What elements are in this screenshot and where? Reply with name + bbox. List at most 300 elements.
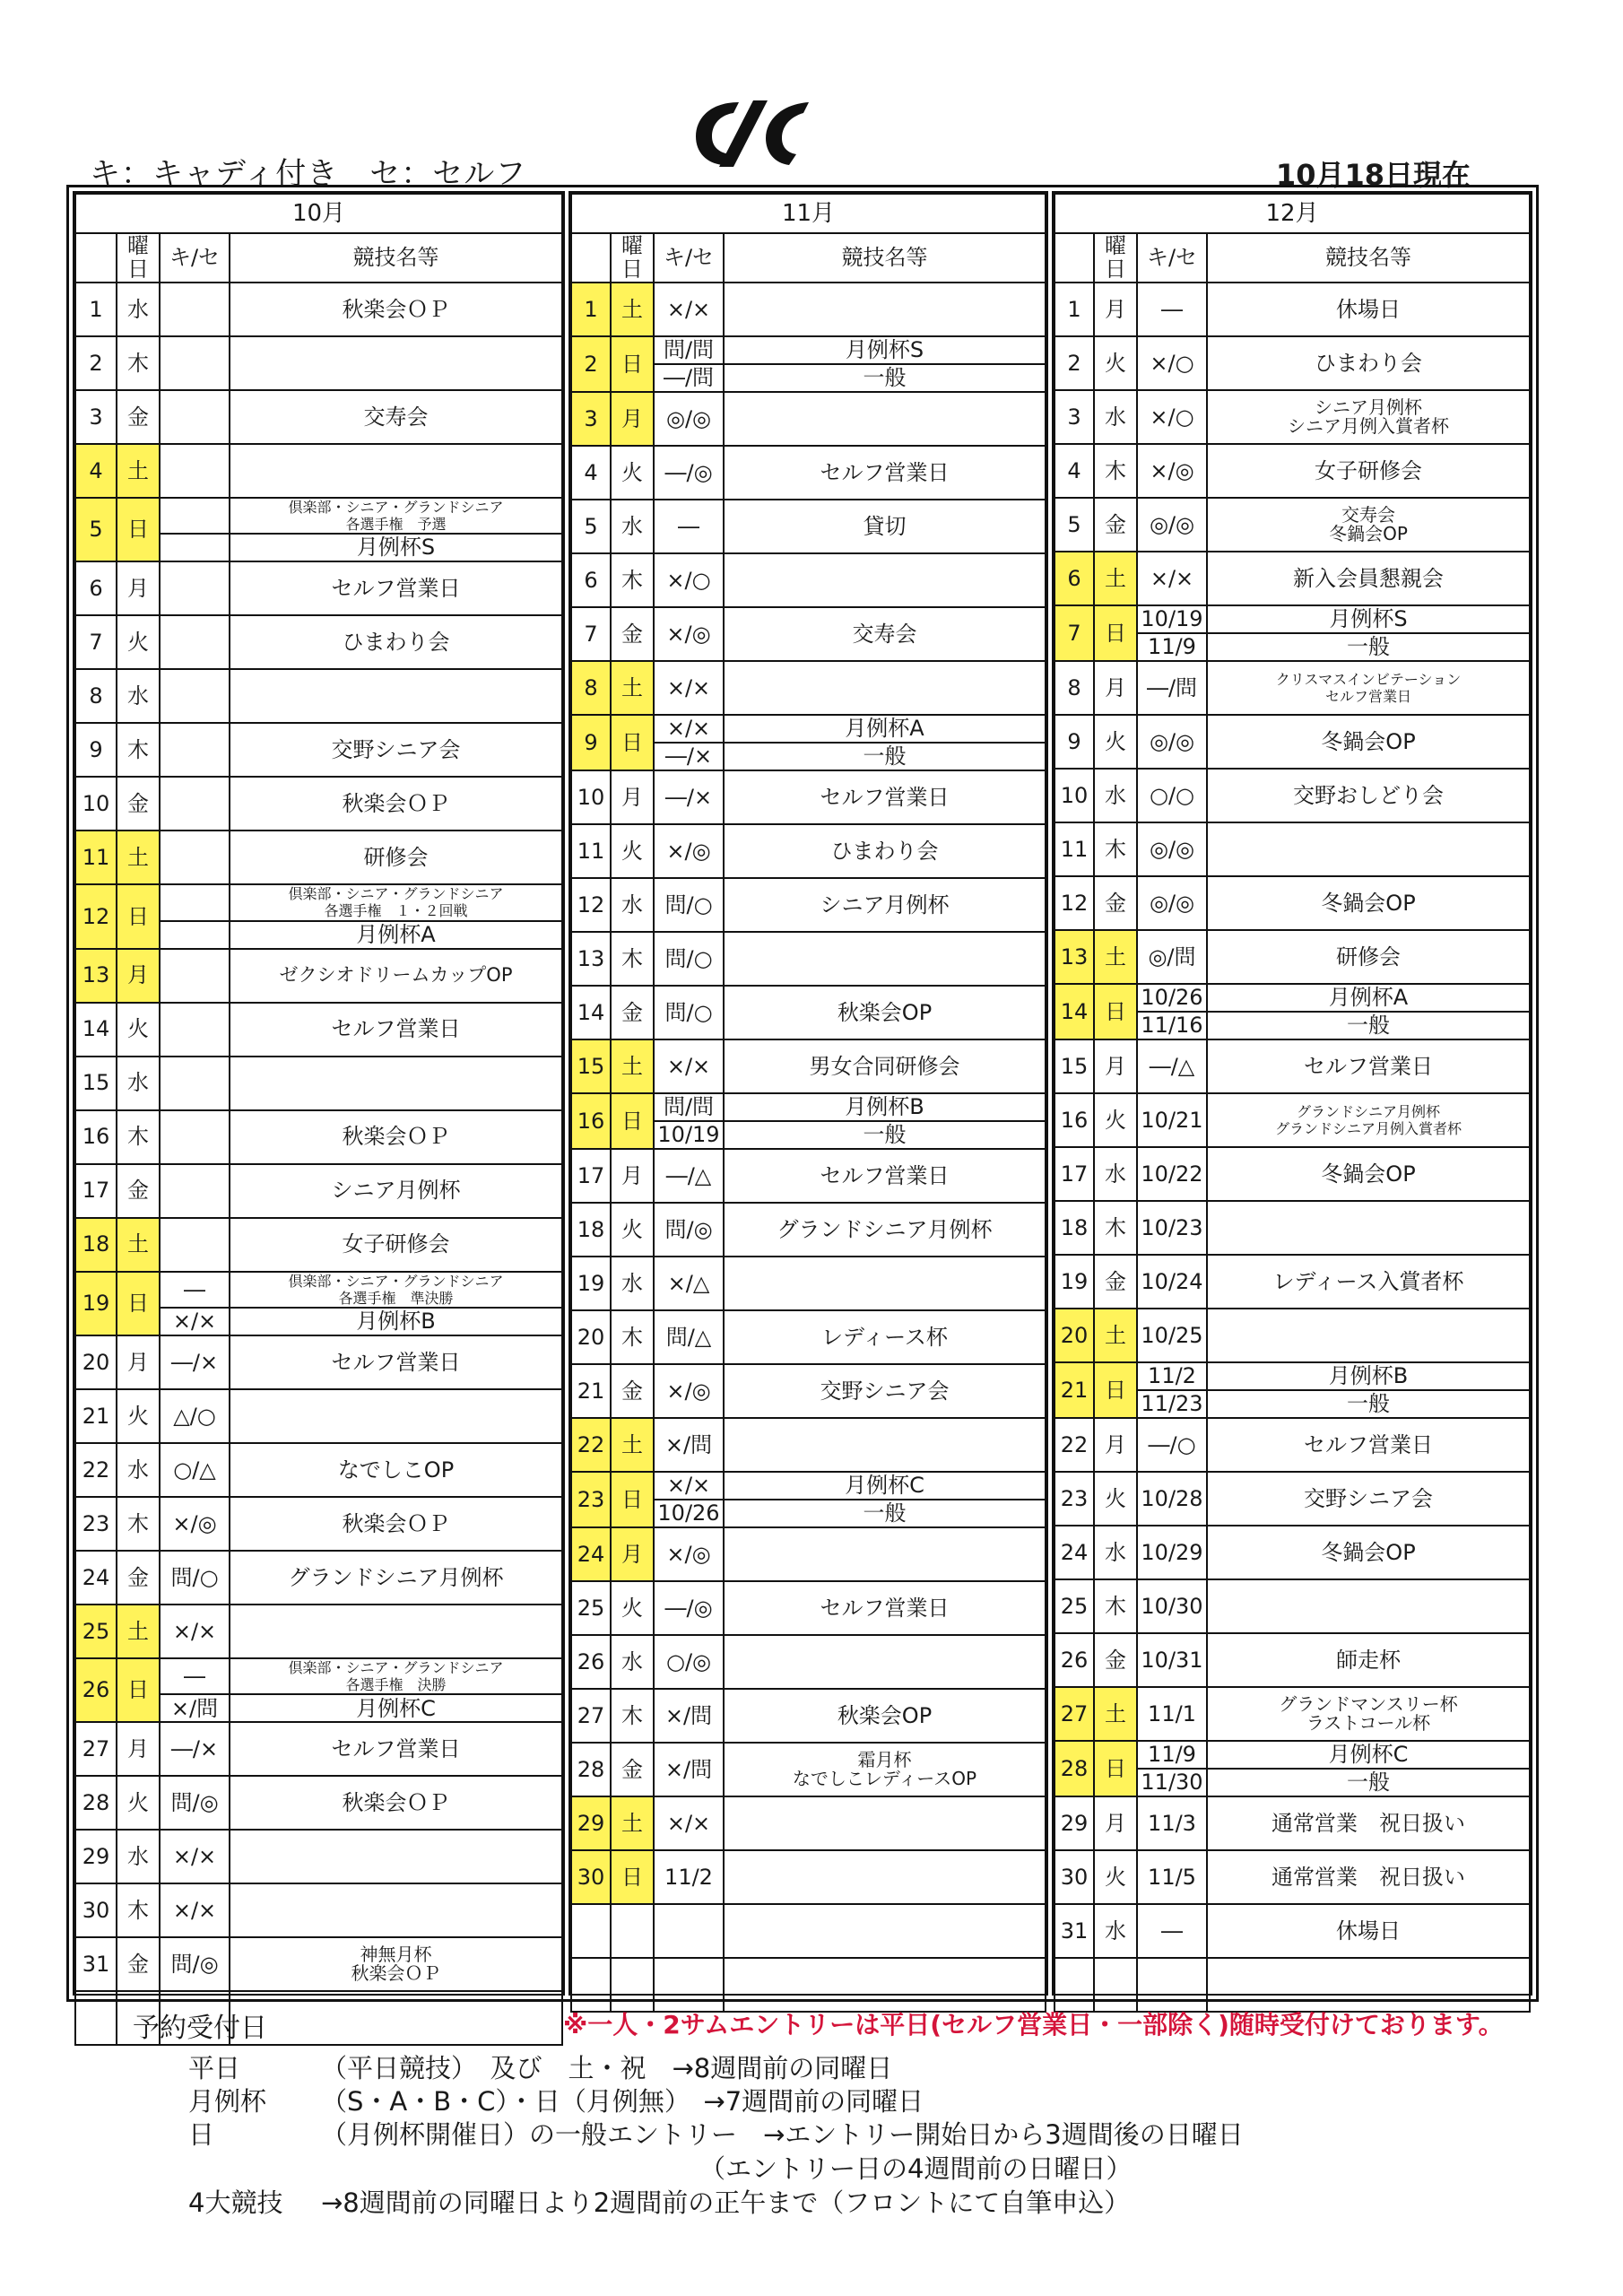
day-row bbox=[1055, 1093, 1530, 1147]
day-number: 6 bbox=[75, 561, 117, 615]
day-number: 19 bbox=[1055, 1255, 1094, 1309]
weekday: 水 bbox=[611, 878, 654, 932]
kise-status: ―/◎ bbox=[654, 1581, 724, 1635]
weekday: 土 bbox=[1094, 552, 1137, 605]
event-name: ひまわり会 bbox=[230, 615, 562, 669]
day-number: 9 bbox=[75, 723, 117, 777]
weekday: 日 bbox=[117, 1658, 160, 1722]
kise-status bbox=[160, 498, 230, 534]
day-row bbox=[571, 1418, 1046, 1472]
day-number: 5 bbox=[571, 500, 611, 553]
day-row bbox=[571, 770, 1046, 824]
weekday: 月 bbox=[611, 392, 654, 446]
event-name bbox=[724, 1904, 1046, 1958]
kise-status bbox=[160, 884, 230, 920]
rule-key: 4大競技 bbox=[188, 2187, 283, 2218]
day-number: 5 bbox=[75, 498, 117, 561]
event-name: 秋楽会ＯＰ bbox=[230, 283, 562, 336]
event-name: 冬鍋会OP bbox=[1207, 876, 1530, 930]
event-name bbox=[1207, 822, 1530, 876]
day-row bbox=[571, 607, 1046, 661]
event-name: 月例杯C bbox=[724, 1472, 1046, 1500]
entry-note: ※一人・2サムエントリーは平日(セルフ営業日・一部除く)随時受付けております。 bbox=[563, 2010, 1504, 2039]
day-row bbox=[75, 1443, 562, 1497]
day-row bbox=[75, 1389, 562, 1443]
event-name bbox=[230, 669, 562, 723]
kise-status: ○/○ bbox=[1137, 769, 1207, 822]
kise-status: 11/9 bbox=[1137, 1741, 1207, 1769]
day-row bbox=[1055, 984, 1530, 1012]
event-name: ひまわり会 bbox=[724, 824, 1046, 878]
day-row bbox=[571, 1472, 1046, 1500]
kise-status: 10/25 bbox=[1137, 1309, 1207, 1362]
weekday: 金 bbox=[117, 777, 160, 831]
event-name: レディース杯 bbox=[724, 1310, 1046, 1364]
day-number: 12 bbox=[571, 878, 611, 932]
day-number: 30 bbox=[75, 1883, 117, 1937]
kise-status: ―/× bbox=[160, 1722, 230, 1776]
day-row bbox=[75, 1830, 562, 1883]
kise-status bbox=[160, 1003, 230, 1057]
day-row bbox=[571, 932, 1046, 986]
day-row bbox=[75, 561, 562, 615]
day-row bbox=[75, 615, 562, 669]
event-name: 月例杯B bbox=[1207, 1362, 1530, 1390]
kise-status: 10/26 bbox=[654, 1500, 724, 1527]
event-name bbox=[724, 1527, 1046, 1581]
event-name: 研修会 bbox=[1207, 930, 1530, 984]
day-number: 29 bbox=[1055, 1796, 1094, 1850]
day-row bbox=[571, 1093, 1046, 1121]
day-number: 28 bbox=[1055, 1741, 1094, 1796]
day-number: 14 bbox=[1055, 984, 1094, 1039]
month-table bbox=[1054, 193, 1531, 2013]
rule-key: 日 bbox=[188, 2119, 215, 2150]
weekday: 月 bbox=[611, 1149, 654, 1203]
day-row bbox=[75, 1335, 562, 1389]
event-name: セルフ営業日 bbox=[1207, 1039, 1530, 1093]
event-name: 倶楽部・シニア・グランドシニア 各選手権 予選 bbox=[230, 498, 562, 534]
kise-status: ―/○ bbox=[1137, 1418, 1207, 1472]
weekday: 月 bbox=[117, 1722, 160, 1776]
kise-status: 10/28 bbox=[1137, 1472, 1207, 1526]
event-name bbox=[230, 1389, 562, 1443]
day-number: 22 bbox=[75, 1443, 117, 1497]
event-name: 新入会員懇親会 bbox=[1207, 552, 1530, 605]
day-row bbox=[1055, 1633, 1530, 1687]
day-number: 25 bbox=[75, 1605, 117, 1658]
weekday: 木 bbox=[117, 1497, 160, 1551]
col-event: 競技名等 bbox=[230, 233, 562, 283]
kise-status: 問/問 bbox=[654, 336, 724, 364]
day-row bbox=[571, 661, 1046, 715]
kise-status: ― bbox=[1137, 1904, 1207, 1958]
event-name: シニア月例杯 bbox=[724, 878, 1046, 932]
rule-line bbox=[188, 2115, 1244, 2152]
day-row bbox=[1055, 1687, 1530, 1741]
event-name: 交野シニア会 bbox=[230, 723, 562, 777]
day-number: 18 bbox=[571, 1203, 611, 1257]
event-name: 月例杯S bbox=[230, 534, 562, 561]
day-row bbox=[1055, 1472, 1530, 1526]
day-number: 27 bbox=[571, 1689, 611, 1743]
day-row bbox=[571, 336, 1046, 364]
day-row bbox=[75, 1658, 562, 1694]
kise-status: ○/△ bbox=[160, 1443, 230, 1497]
event-name: 月例杯B bbox=[724, 1093, 1046, 1121]
day-number: 15 bbox=[75, 1057, 117, 1110]
day-row bbox=[75, 1272, 562, 1308]
day-row bbox=[571, 500, 1046, 553]
kise-status: 問/△ bbox=[654, 1310, 724, 1364]
kise-status: 10/22 bbox=[1137, 1147, 1207, 1201]
day-row bbox=[75, 390, 562, 444]
kise-status: ― bbox=[654, 500, 724, 553]
weekday: 木 bbox=[1094, 1201, 1137, 1255]
weekday: 水 bbox=[611, 1635, 654, 1689]
day-number: 8 bbox=[571, 661, 611, 715]
day-number: 17 bbox=[75, 1164, 117, 1218]
kise-status: ―/× bbox=[160, 1335, 230, 1389]
col-kise: キ/セ bbox=[160, 233, 230, 283]
day-number: 11 bbox=[571, 824, 611, 878]
kise-status: ◎/◎ bbox=[1137, 498, 1207, 552]
col-kise: キ/セ bbox=[654, 233, 724, 283]
kise-status: ◎/◎ bbox=[1137, 822, 1207, 876]
day-number: 31 bbox=[75, 1937, 117, 1991]
weekday: 木 bbox=[611, 932, 654, 986]
rule-text: （月例杯開催日）の一般エントリー →エントリー開始日から3週間後の日曜日 bbox=[321, 2119, 1244, 2150]
kise-status: ×/◎ bbox=[160, 1497, 230, 1551]
kise-status: ×/× bbox=[160, 1830, 230, 1883]
event-name: 月例杯C bbox=[230, 1694, 562, 1722]
kise-status: ×/◎ bbox=[654, 607, 724, 661]
weekday: 木 bbox=[1094, 822, 1137, 876]
day-row bbox=[1055, 283, 1530, 336]
weekday: 木 bbox=[117, 336, 160, 390]
event-name: 通常営業 祝日扱い bbox=[1207, 1796, 1530, 1850]
weekday: 水 bbox=[611, 1257, 654, 1310]
day-number: 25 bbox=[571, 1581, 611, 1635]
kise-status: 11/2 bbox=[654, 1850, 724, 1904]
day-number: 1 bbox=[571, 283, 611, 336]
month-table bbox=[570, 193, 1046, 2013]
day-row bbox=[75, 336, 562, 390]
kise-status: ×/○ bbox=[654, 553, 724, 607]
ck-logo bbox=[683, 97, 845, 169]
col-day bbox=[571, 233, 611, 283]
weekday: 日 bbox=[117, 498, 160, 561]
day-row bbox=[571, 1310, 1046, 1364]
day-number: 6 bbox=[571, 553, 611, 607]
kise-status: 10/19 bbox=[654, 1121, 724, 1149]
event-name: セルフ営業日 bbox=[230, 1335, 562, 1389]
day-number: 8 bbox=[1055, 661, 1094, 715]
col-event: 競技名等 bbox=[724, 233, 1046, 283]
weekday: 水 bbox=[1094, 769, 1137, 822]
kise-status: 問/◎ bbox=[160, 1776, 230, 1830]
kise-status: 問/○ bbox=[160, 1551, 230, 1605]
day-row bbox=[571, 1149, 1046, 1203]
day-number: 20 bbox=[571, 1310, 611, 1364]
weekday: 火 bbox=[1094, 1472, 1137, 1526]
weekday: 土 bbox=[611, 1418, 654, 1472]
weekday: 月 bbox=[117, 561, 160, 615]
day-row bbox=[75, 669, 562, 723]
col-weekday: 曜日 bbox=[611, 233, 654, 283]
event-name: グランドシニア月例杯 bbox=[724, 1203, 1046, 1257]
day-row bbox=[571, 1257, 1046, 1310]
weekday: 木 bbox=[611, 553, 654, 607]
event-name: 秋楽会OP bbox=[724, 986, 1046, 1039]
day-row bbox=[75, 1057, 562, 1110]
day-row bbox=[571, 446, 1046, 500]
event-name: 男女合同研修会 bbox=[724, 1039, 1046, 1093]
month-label: 12月 bbox=[1055, 194, 1530, 233]
weekday: 日 bbox=[611, 1850, 654, 1904]
day-number: 30 bbox=[1055, 1850, 1094, 1904]
weekday: 土 bbox=[611, 283, 654, 336]
day-row bbox=[75, 1110, 562, 1164]
day-row bbox=[1055, 1255, 1530, 1309]
kise-status bbox=[160, 723, 230, 777]
day-number: 11 bbox=[75, 831, 117, 884]
event-name: 月例杯A bbox=[1207, 984, 1530, 1012]
kise-status: ×/× bbox=[1137, 552, 1207, 605]
day-row bbox=[571, 715, 1046, 743]
day-number: 21 bbox=[571, 1364, 611, 1418]
day-number: 21 bbox=[75, 1389, 117, 1443]
day-row bbox=[1055, 661, 1530, 715]
day-number: 13 bbox=[1055, 930, 1094, 984]
day-row bbox=[571, 1527, 1046, 1581]
event-name bbox=[724, 1850, 1046, 1904]
day-number: 13 bbox=[75, 949, 117, 1003]
weekday: 土 bbox=[1094, 1309, 1137, 1362]
weekday: 水 bbox=[117, 669, 160, 723]
day-row bbox=[1055, 1796, 1530, 1850]
kise-status bbox=[160, 444, 230, 498]
weekday: 月 bbox=[117, 949, 160, 1003]
month-table bbox=[74, 193, 563, 2046]
weekday: 日 bbox=[117, 884, 160, 948]
day-row bbox=[571, 283, 1046, 336]
event-name bbox=[724, 283, 1046, 336]
kise-status: ◎/◎ bbox=[654, 392, 724, 446]
kise-status: 問/問 bbox=[654, 1093, 724, 1121]
event-name: 一般 bbox=[724, 1500, 1046, 1527]
weekday: 日 bbox=[1094, 1362, 1137, 1418]
day-row bbox=[75, 949, 562, 1003]
day-number: 16 bbox=[1055, 1093, 1094, 1147]
event-name: 冬鍋会OP bbox=[1207, 1147, 1530, 1201]
kise-status bbox=[160, 561, 230, 615]
day-number: 28 bbox=[571, 1743, 611, 1796]
weekday: 火 bbox=[117, 1776, 160, 1830]
day-number bbox=[571, 1904, 611, 1958]
day-number: 28 bbox=[75, 1776, 117, 1830]
weekday: 木 bbox=[611, 1689, 654, 1743]
kise-status: ×/○ bbox=[1137, 336, 1207, 390]
day-row bbox=[1055, 822, 1530, 876]
event-name: セルフ営業日 bbox=[724, 770, 1046, 824]
day-number: 22 bbox=[1055, 1418, 1094, 1472]
month-panel-december bbox=[1052, 191, 1532, 1996]
kise-status: ◎/◎ bbox=[1137, 715, 1207, 769]
weekday: 金 bbox=[611, 607, 654, 661]
weekday: 金 bbox=[117, 1937, 160, 1991]
event-name: 女子研修会 bbox=[230, 1218, 562, 1272]
kise-status: ×/◎ bbox=[654, 824, 724, 878]
day-row bbox=[75, 1605, 562, 1658]
event-name: 月例杯C bbox=[1207, 1741, 1530, 1769]
event-name: 一般 bbox=[724, 1121, 1046, 1149]
day-number: 21 bbox=[1055, 1362, 1094, 1418]
day-number: 23 bbox=[571, 1472, 611, 1527]
event-name: 一般 bbox=[1207, 1012, 1530, 1039]
day-row bbox=[75, 1722, 562, 1776]
event-name: 交野シニア会 bbox=[1207, 1472, 1530, 1526]
weekday: 月 bbox=[1094, 1039, 1137, 1093]
weekday: 日 bbox=[1094, 605, 1137, 661]
kise-status: ×/◎ bbox=[1137, 444, 1207, 498]
kise-status bbox=[160, 1164, 230, 1218]
rule-line bbox=[699, 2149, 1132, 2186]
event-name: 交寿会 冬鍋会OP bbox=[1207, 498, 1530, 552]
day-number: 4 bbox=[1055, 444, 1094, 498]
weekday: 火 bbox=[611, 1203, 654, 1257]
rule-text: （エントリー日の4週間前の日曜日） bbox=[699, 2153, 1133, 2184]
weekday: 月 bbox=[611, 1527, 654, 1581]
day-row bbox=[1055, 1526, 1530, 1579]
day-row bbox=[571, 878, 1046, 932]
event-name bbox=[724, 1635, 1046, 1689]
weekday: 水 bbox=[1094, 1147, 1137, 1201]
kise-status: ×/× bbox=[160, 1883, 230, 1937]
day-number: 24 bbox=[1055, 1526, 1094, 1579]
event-name bbox=[230, 1605, 562, 1658]
kise-status: 11/5 bbox=[1137, 1850, 1207, 1904]
day-row bbox=[571, 1203, 1046, 1257]
event-name bbox=[230, 1883, 562, 1937]
event-name bbox=[724, 553, 1046, 607]
weekday: 日 bbox=[611, 336, 654, 392]
weekday: 日 bbox=[611, 1093, 654, 1149]
event-name: 冬鍋会OP bbox=[1207, 1526, 1530, 1579]
weekday: 金 bbox=[117, 1164, 160, 1218]
day-row bbox=[1055, 336, 1530, 390]
kise-status: ◎/問 bbox=[1137, 930, 1207, 984]
rule-key: 月例杯 bbox=[188, 2086, 267, 2117]
weekday: 日 bbox=[1094, 1741, 1137, 1796]
col-event: 競技名等 bbox=[1207, 233, 1530, 283]
kise-status: ×/◎ bbox=[654, 1364, 724, 1418]
kise-status: △/○ bbox=[160, 1389, 230, 1443]
weekday: 土 bbox=[117, 831, 160, 884]
event-name: セルフ営業日 bbox=[724, 1149, 1046, 1203]
weekday: 木 bbox=[117, 723, 160, 777]
weekday: 金 bbox=[1094, 1255, 1137, 1309]
event-name: 一般 bbox=[724, 364, 1046, 392]
weekday: 水 bbox=[117, 1443, 160, 1497]
day-number: 8 bbox=[75, 669, 117, 723]
kise-status bbox=[160, 777, 230, 831]
day-number: 7 bbox=[75, 615, 117, 669]
kise-status: 問/○ bbox=[654, 986, 724, 1039]
day-row bbox=[75, 1497, 562, 1551]
day-row bbox=[75, 444, 562, 498]
day-number: 4 bbox=[75, 444, 117, 498]
day-row bbox=[571, 1039, 1046, 1093]
day-number: 15 bbox=[571, 1039, 611, 1093]
event-name: 秋楽会ＯＰ bbox=[230, 1776, 562, 1830]
day-number: 16 bbox=[571, 1093, 611, 1149]
day-number: 18 bbox=[75, 1218, 117, 1272]
col-day bbox=[1055, 233, 1094, 283]
weekday: 水 bbox=[1094, 390, 1137, 444]
weekday: 木 bbox=[117, 1883, 160, 1937]
day-row bbox=[1055, 552, 1530, 605]
day-row bbox=[571, 1850, 1046, 1904]
kise-status: 問/◎ bbox=[654, 1203, 724, 1257]
day-row bbox=[1055, 930, 1530, 984]
day-number: 26 bbox=[1055, 1633, 1094, 1687]
event-name: グランドマンスリー杯 ラストコール杯 bbox=[1207, 1687, 1530, 1741]
kise-status: ×/× bbox=[654, 661, 724, 715]
weekday: 土 bbox=[611, 1039, 654, 1093]
day-row bbox=[571, 1904, 1046, 1958]
event-name: 交寿会 bbox=[724, 607, 1046, 661]
day-number: 10 bbox=[1055, 769, 1094, 822]
event-name: 師走杯 bbox=[1207, 1633, 1530, 1687]
weekday: 金 bbox=[611, 986, 654, 1039]
event-name bbox=[1207, 1201, 1530, 1255]
day-number: 10 bbox=[75, 777, 117, 831]
weekday: 水 bbox=[1094, 1526, 1137, 1579]
day-row bbox=[571, 1689, 1046, 1743]
day-number: 9 bbox=[571, 715, 611, 770]
weekday: 火 bbox=[1094, 336, 1137, 390]
event-name: 一般 bbox=[1207, 1390, 1530, 1418]
event-name: 神無月杯 秋楽会ＯＰ bbox=[230, 1937, 562, 1991]
day-row bbox=[1055, 1201, 1530, 1255]
day-number: 15 bbox=[1055, 1039, 1094, 1093]
day-row bbox=[571, 392, 1046, 446]
event-name bbox=[230, 444, 562, 498]
event-name bbox=[230, 1057, 562, 1110]
event-name: 交野おしどり会 bbox=[1207, 769, 1530, 822]
day-row bbox=[1055, 1850, 1530, 1904]
day-row bbox=[75, 777, 562, 831]
weekday: 水 bbox=[117, 283, 160, 336]
day-row bbox=[571, 1581, 1046, 1635]
weekday: 金 bbox=[1094, 1633, 1137, 1687]
day-number: 23 bbox=[75, 1497, 117, 1551]
weekday: 日 bbox=[611, 1472, 654, 1527]
event-name: シニア月例杯 シニア月例入賞者杯 bbox=[1207, 390, 1530, 444]
day-number: 10 bbox=[571, 770, 611, 824]
event-name: 貸切 bbox=[724, 500, 1046, 553]
kise-status: ×/△ bbox=[654, 1257, 724, 1310]
kise-status: ×/× bbox=[160, 1605, 230, 1658]
day-row bbox=[571, 824, 1046, 878]
day-number: 22 bbox=[571, 1418, 611, 1472]
kise-status: 10/24 bbox=[1137, 1255, 1207, 1309]
weekday: 土 bbox=[117, 444, 160, 498]
weekday: 月 bbox=[1094, 1418, 1137, 1472]
day-number: 18 bbox=[1055, 1201, 1094, 1255]
kise-status: 11/23 bbox=[1137, 1390, 1207, 1418]
